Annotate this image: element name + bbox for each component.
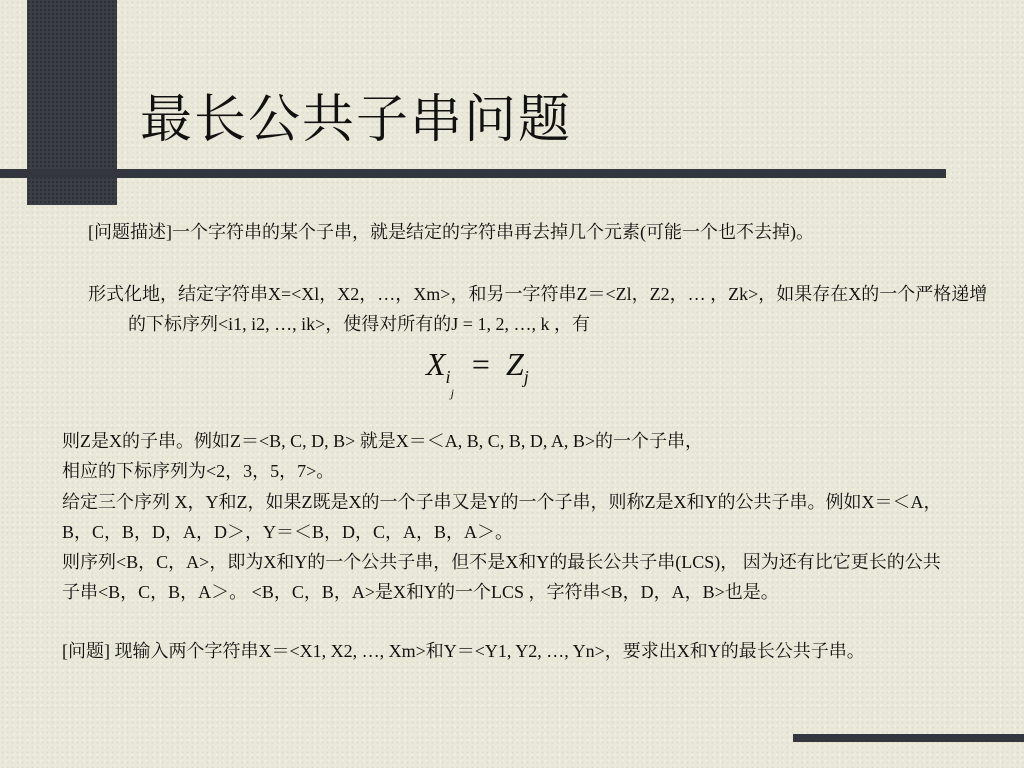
lcs-explanation-paragraph: 则序列<B，C，A>，即为X和Y的一个公共子串，但不是X和Y的最长公共子串(LCS)， 因为还有比它更长的公共子串<B，C，B，A＞。 <B，C，B，A>是X和Y的一个LCS ，字符串<B，D，A，B>也是。 xyxy=(62,552,941,602)
formula-rhs: Z xyxy=(505,346,524,382)
formula-lhs-subscript: ij xyxy=(445,367,454,400)
bottom-divider-bar xyxy=(793,734,1024,742)
formula-equals: = xyxy=(471,346,490,382)
problem-description-paragraph: [问题描述]一个字符串的某个子串，就是结定的字符串再去掉几个元素(可能一个也不去掉)。 xyxy=(88,222,814,242)
title-divider-bar xyxy=(0,169,946,178)
index-sequence-paragraph: 相应的下标序列为<2，3，5，7>。 xyxy=(62,461,335,481)
subsequence-example-paragraph: 则Z是X的子串。例如Z＝<B, C, D, B> 就是X＝＜A, B, C, B, D, A, B>的一个子串， xyxy=(62,431,703,451)
formula-lhs-subsubscript: j xyxy=(450,386,454,400)
formula-lhs: X xyxy=(426,346,446,382)
subsequence-formula xyxy=(426,346,529,402)
formula-rhs-subscript: j xyxy=(523,367,529,387)
common-subsequence-paragraph: 给定三个序列 X，Y和Z，如果Z既是X的一个子串又是Y的一个子串，则称Z是X和Y的公共子串。例如X＝＜A，B，C，B，D，A，D＞，Y＝＜B，D，C，A，B，A＞。 xyxy=(62,492,942,542)
problem-statement-paragraph: [问题] 现输入两个字符串X＝<X1, X2, …, Xm>和Y＝<Y1, Y2, …, Yn>，要求出X和Y的最长公共子串。 xyxy=(62,641,865,661)
formal-definition-paragraph: 形式化地，结定字符串X=<Xl，X2，…，Xm>，和另一字符串Z＝<Zl，Z2，… ，Zk>，如果存在X的一个严格递增的下标序列<i1, i2, …, ik>，使得对所有的J = 1, 2, …, k ，有 xyxy=(88,284,988,334)
slide-title: 最长公共子串问题 xyxy=(140,90,573,150)
